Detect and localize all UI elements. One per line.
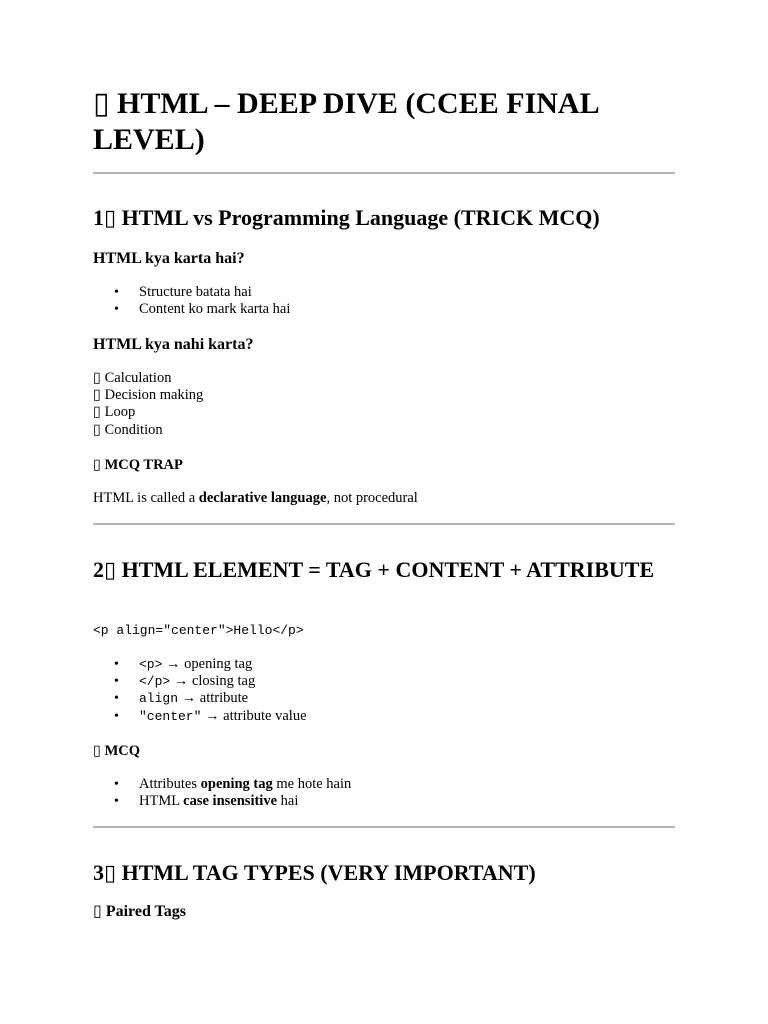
list-item: • Attributes opening tag me hote hain <box>93 776 351 793</box>
mcq-heading: ▯ MCQ <box>93 743 141 759</box>
list-item: • HTML case insensitive hai <box>93 793 351 810</box>
page-title <box>93 86 675 158</box>
page-title-text: HTML – DEEP DIVE (CCEE FINAL LEVEL) <box>93 87 598 156</box>
element-parts-list <box>93 656 307 725</box>
section-1-heading <box>93 205 675 231</box>
cross-mark-icon: ▯ <box>93 387 101 404</box>
cross-mark-icon: ▯ <box>93 404 101 421</box>
trap-note: HTML is called a declarative language, not procedural <box>93 490 418 506</box>
emoji-placeholder-icon: ▯ <box>93 87 110 120</box>
mcq-trap-heading: ▯ MCQ TRAP <box>93 457 183 473</box>
section-2-heading-text: HTML ELEMENT = TAG + CONTENT + ATTRIBUTE <box>121 557 655 582</box>
list-item: ▯ Loop <box>93 404 136 421</box>
section-2-heading <box>93 557 675 583</box>
list-item: ▯ Calculation <box>93 370 172 386</box>
mcq-list <box>93 776 351 810</box>
section-3-heading <box>93 860 675 886</box>
divider <box>93 826 675 828</box>
cross-mark-icon: ▯ <box>93 370 101 386</box>
list-item: • <p> → opening tag <box>93 656 307 673</box>
code-example: <p align="center">Hello</p> <box>93 623 304 638</box>
subheading-does: HTML kya karta hai? <box>93 250 245 267</box>
section-3-heading-text: HTML TAG TYPES (VERY IMPORTANT) <box>121 860 536 885</box>
paired-tags-heading: ▯ Paired Tags <box>93 903 186 920</box>
list-item: • Structure batata hai <box>93 284 290 301</box>
list-item: • "center" → attribute value <box>93 708 307 725</box>
cross-mark-icon: ▯ <box>93 421 101 438</box>
list-item: • </p> → closing tag <box>93 673 307 690</box>
warning-icon: ▯ <box>93 743 101 759</box>
section-1-number: 1▯ <box>93 205 117 230</box>
list-item: ▯ Condition <box>93 421 163 438</box>
divider <box>93 172 675 174</box>
does-list <box>93 284 290 318</box>
list-item: ▯ Decision making <box>93 387 204 404</box>
warning-icon: ▯ <box>93 457 101 473</box>
divider <box>93 523 675 525</box>
list-item: • align → attribute <box>93 690 307 707</box>
section-2-number: 2▯ <box>93 557 117 582</box>
check-icon: ▯ <box>93 903 102 920</box>
section-3-number: 3▯ <box>93 860 117 885</box>
list-item: • Content ko mark karta hai <box>93 301 290 318</box>
subheading-doesnt: HTML kya nahi karta? <box>93 336 254 353</box>
doesnt-list <box>93 370 203 439</box>
section-1-heading-text: HTML vs Programming Language (TRICK MCQ) <box>121 205 600 230</box>
